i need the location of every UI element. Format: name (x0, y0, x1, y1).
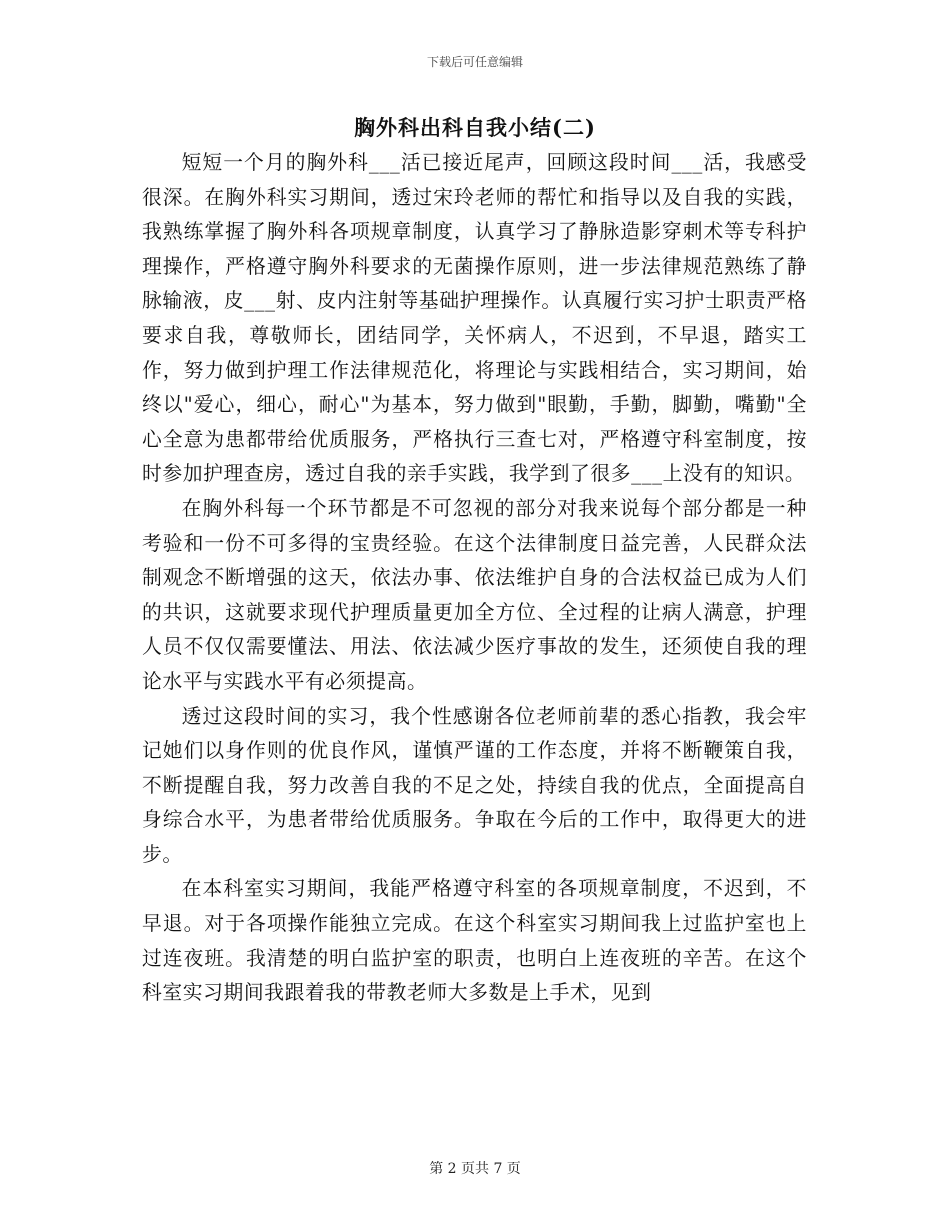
paragraph-1: 短短一个月的胸外科___活已接近尾声，回顾这段时间___活，我感受很深。在胸外科实习期间，透过宋玲老师的帮忙和指导以及自我的实践，我熟练掌握了胸外科各项规章制度，认真学习了静脉造影穿刺术等专科护理操作，严格遵守胸外科要求的无菌操作原则，进一步法律规范熟练了静脉输液，皮___射、皮内注射等基础护理操作。认真履行实习护士职责严格要求自我，尊敬师长，团结同学，关怀病人，不迟到，不早退，踏实工作，努力做到护理工作法律规范化，将理论与实践相结合，实习期间，始终以"爱心，细心，耐心"为基本，努力做到"眼勤，手勤，脚勤，嘴勤"全心全意为患都带给优质服务，严格执行三查七对，严格遵守科室制度，按时参加护理查房，透过自我的亲手实践，我学到了很多___上没有的知识。 (142, 151, 807, 486)
paragraph-3: 透过这段时间的实习，我个性感谢各位老师前辈的悉心指教，我会牢记她们以身作则的优良作风，谨慎严谨的工作态度，并将不断鞭策自我，不断提醒自我，努力改善自我的不足之处，持续自我的优点，全面提高自身综合水平，为患者带给优质服务。争取在今后的工作中，取得更大的进步。 (142, 704, 807, 866)
document-body (142, 146, 807, 1011)
paragraph-2: 在胸外科每一个环节都是不可忽视的部分对我来说每个部分都是一种考验和一份不可多得的宝贵经验。在这个法律制度日益完善，人民群众法制观念不断增强的这天，依法办事、依法维护自身的合法权益已成为人们的共识，这就要求现代护理质量更加全方位、全过程的让病人满意，护理人员不仅仅需要懂法、用法、依法减少医疗事故的发生，还须使自我的理论水平与实践水平有必须提高。 (142, 496, 807, 693)
document-title: 胸外科出科自我小结(二) (354, 115, 596, 140)
page-number: 第 2 页共 7 页 (429, 1161, 521, 1177)
page-header-note: 下载后可任意编辑 (426, 55, 523, 69)
paragraph-4: 在本科室实习期间，我能严格遵守科室的各项规章制度，不迟到，不早退。对于各项操作能独立完成。在这个科室实习期间我上过监护室也上过连夜班。我清楚的明白监护室的职责，也明白上连夜班的辛苦。在这个科室实习期间我跟着我的带教老师大多数是上手术，见到 (142, 877, 807, 1005)
